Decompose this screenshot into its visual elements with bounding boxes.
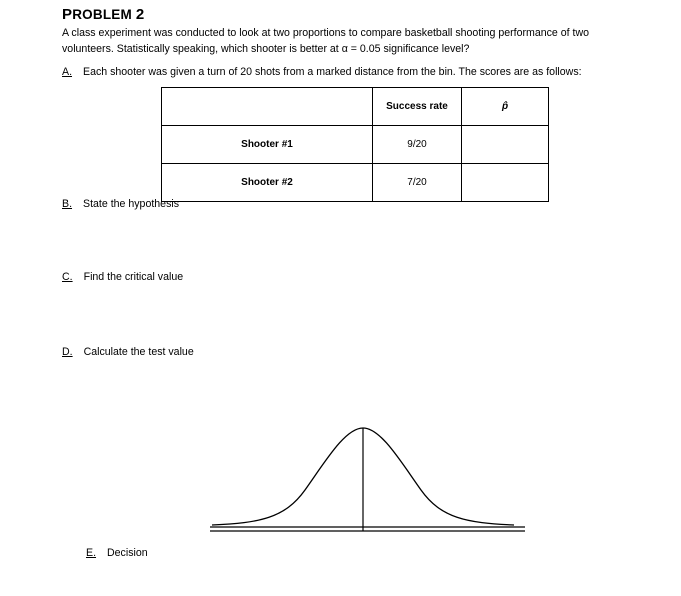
success-rate-shooter-2: 7/20 <box>373 164 462 202</box>
header-cell-success-rate: Success rate <box>373 88 462 126</box>
success-rate-shooter-1: 9/20 <box>373 126 462 164</box>
part-a-letter: A. <box>62 66 73 78</box>
part-c-letter: C. <box>62 271 73 283</box>
part-c-text: Find the critical value <box>83 271 184 283</box>
part-b-text: State the hypothesis <box>83 198 180 210</box>
part-b-letter: B. <box>62 198 73 210</box>
part-e-text: Decision <box>107 547 148 559</box>
intro-line-2: volunteers. Statistically speaking, which shooter is better at α = 0.05 significance level? <box>62 42 470 55</box>
row-label-shooter-2: Shooter #2 <box>162 164 373 202</box>
part-d-letter: D. <box>62 346 73 358</box>
problem-title-text: PROBLEM 2 <box>62 6 145 23</box>
header-cell-p-hat: p̂ <box>462 88 549 126</box>
part-a-text: Each shooter was given a turn of 20 shots from a marked distance from the bin. The scores are as follows: <box>83 66 582 78</box>
intro-line-1: A class experiment was conducted to look at two proportions to compare basketball shooting performance of two <box>62 27 590 39</box>
part-d-text: Calculate the test value <box>83 346 194 358</box>
row-label-shooter-1: Shooter #1 <box>162 126 373 164</box>
part-e-letter: E. <box>86 547 97 559</box>
part-e <box>86 547 148 559</box>
